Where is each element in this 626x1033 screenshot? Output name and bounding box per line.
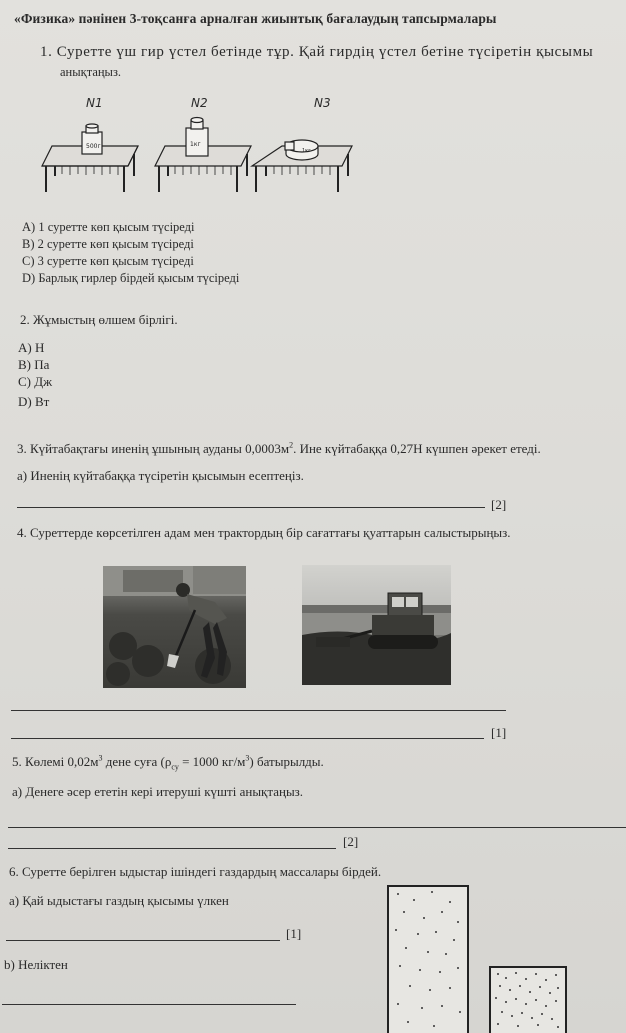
q1-option-b: B) 2 суретте көп қысым түсіреді: [22, 237, 194, 251]
q4-marks: [1]: [491, 725, 507, 740]
q3-answer-line[interactable]: [17, 507, 485, 508]
weights-on-tables-figure: [40, 114, 370, 204]
q2-option-a: А) Н: [18, 340, 45, 355]
q1-option-c: C) 3 суретте көп қысым түсіреді: [22, 254, 194, 268]
q3-part-a: а) Иненің күйтабаққа түсіретін қысымын есептеңіз.: [17, 468, 304, 483]
q2-option-b: В) Па: [18, 357, 50, 372]
q1-option-a: A) 1 суретте көп қысым түсіреді: [22, 220, 195, 234]
tractor-photo: [302, 565, 451, 685]
q4-answer-line-1[interactable]: [11, 710, 506, 711]
q5-answer-line-2[interactable]: [8, 848, 336, 849]
q5-part-a: а) Денеге әсер ететін кері итеруші күшті анықтаңыз.: [12, 784, 304, 799]
q3-text: 3. Күйтабақтағы иненің ұшының ауданы $0,0003м^2$. Ине күйтабаққа 0,27Н күшпен әрекет етеді.: [17, 440, 541, 456]
weight-label-2: 1кг: [190, 141, 201, 148]
fig-label-n1: N1: [86, 96, 103, 110]
weight-label-1: 500г: [86, 143, 101, 150]
q1-text: 1. Суретте үш гир үстел бетінде тұр. Қай гирдің үстел бетіне түсіретін қысымы: [40, 44, 594, 60]
q6-part-a: а) Қай ыдыстағы газдың қысымы үлкен: [9, 893, 229, 908]
weight-label-3: 1кг: [302, 148, 311, 154]
fig-label-n3: N3: [314, 96, 331, 110]
q5-text: 5. Көлемі $0,02м^3$ дене суға ($\rho_{су} = 1000$ $кг/м^3$) батырылды.: [12, 753, 324, 772]
q6-part-b: b) Неліктен: [4, 957, 68, 972]
q6-marks-a: [1]: [286, 926, 302, 941]
q1-option-d: D) Барлық гирлер бірдей қысым түсіреді: [22, 271, 240, 285]
fig-label-n2: N2: [191, 96, 208, 110]
q5-answer-line-1[interactable]: [8, 827, 626, 828]
q4-answer-line-2[interactable]: [11, 738, 484, 739]
q6-answer-line-a[interactable]: [6, 940, 280, 941]
q2-option-c: С) Дж: [18, 374, 53, 389]
q2-text: 2. Жұмыстың өлшем бірлігі.: [20, 312, 178, 327]
q3-marks: [2]: [491, 497, 507, 512]
q6-text: 6. Суретте берілген ыдыстар ішіндегі газдардың массалары бірдей.: [9, 864, 382, 879]
q4-text: 4. Суреттерде көрсетілген адам мен трактордың бір сағаттағы қуаттарын салыстырыңыз.: [17, 525, 511, 540]
short-gas-container: [486, 964, 572, 1033]
tall-gas-container: [384, 882, 474, 1033]
man-digging-photo: [103, 566, 246, 688]
worksheet-title: «Физика» пәнінен 3-тоқсанға арналған жиынтық бағалаудың тапсырмалары: [14, 11, 497, 26]
q5-marks: [2]: [343, 834, 359, 849]
q6-answer-line-b[interactable]: [2, 1004, 296, 1005]
q2-option-d: D) Вт: [18, 394, 50, 409]
q1-text-cont: анықтаңыз.: [60, 65, 122, 79]
